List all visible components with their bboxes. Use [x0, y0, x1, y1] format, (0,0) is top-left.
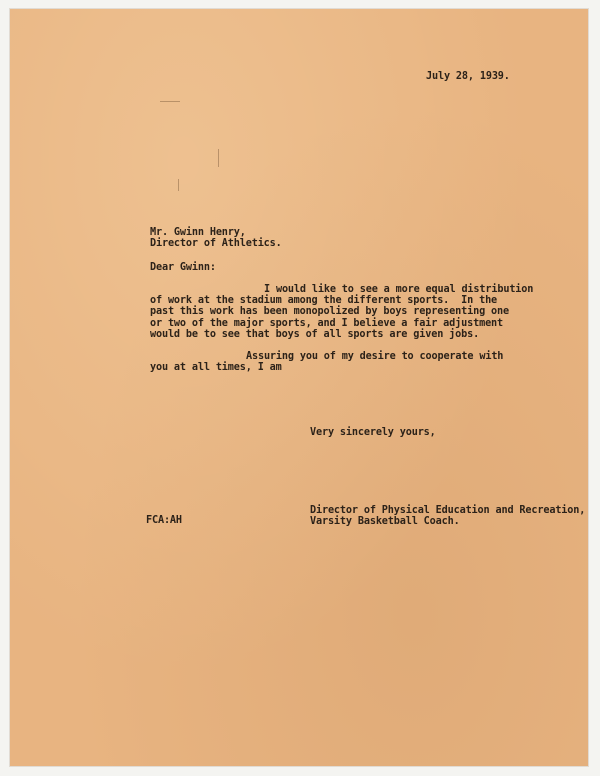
recipient-title: Director of Athletics.	[150, 238, 282, 249]
body-line: past this work has been monopolized by boys representing one	[150, 306, 510, 317]
body-line: would be to see that boys of all sports are given jobs.	[150, 329, 480, 340]
initials: FCA:AH	[146, 515, 182, 526]
signature-title-2: Varsity Basketball Coach.	[310, 516, 460, 527]
letter-date: July 28, 1939.	[426, 71, 510, 82]
body-line: I would like to see a more equal distribution	[264, 284, 534, 295]
closing: Very sincerely yours,	[310, 427, 436, 438]
signature-title-1: Director of Physical Education and Recreation,	[310, 505, 586, 516]
salutation: Dear Gwinn:	[150, 262, 216, 273]
body-line: you at all times, I am	[150, 362, 282, 373]
letter-page	[10, 9, 588, 766]
paper-blemish	[178, 179, 179, 191]
body-line: Assuring you of my desire to cooperate with	[246, 351, 504, 362]
paper-blemish	[218, 149, 219, 167]
body-line: or two of the major sports, and I believe a fair adjustment	[150, 318, 504, 329]
recipient-name: Mr. Gwinn Henry,	[150, 227, 246, 238]
paper-blemish	[160, 101, 180, 102]
body-line: of work at the stadium among the different sports. In the	[150, 295, 498, 306]
